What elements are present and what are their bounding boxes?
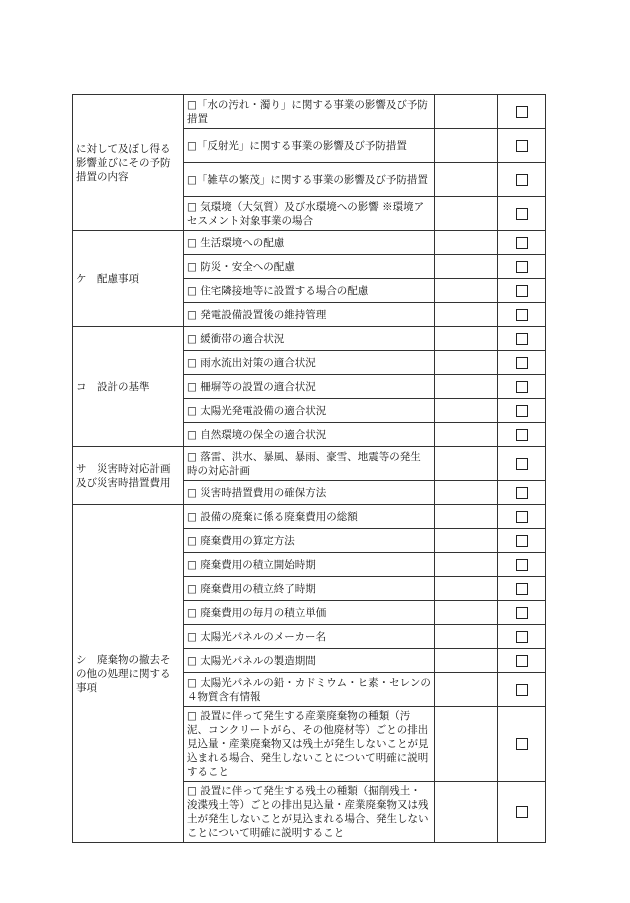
checkbox[interactable] [516, 261, 528, 273]
checkbox[interactable] [516, 285, 528, 297]
check-cell[interactable] [498, 129, 546, 163]
item-cost-method: □ 廃棄費用の算定方法 [184, 529, 435, 553]
check-cell[interactable] [498, 351, 546, 375]
checkbox[interactable] [516, 655, 528, 667]
item-surplus-soil: □ 設置に伴って発生する残土の種類（掘削残土・浚渫残土等）ごとの排出見込量・産業廃棄物又は残土が発生しないことが見込まれる場合、発生しないことについて明確に説明すること [184, 782, 435, 843]
blank-cell [435, 601, 498, 625]
checkbox[interactable] [516, 511, 528, 523]
checkbox[interactable] [516, 405, 528, 417]
item-disaster-safety: □ 防災・安全への配慮 [184, 255, 435, 279]
item-solar-equipment: □ 太陽光発電設備の適合状況 [184, 399, 435, 423]
check-cell[interactable] [498, 577, 546, 601]
check-cell[interactable] [498, 423, 546, 447]
checkbox[interactable] [516, 631, 528, 643]
check-cell[interactable] [498, 95, 546, 129]
blank-cell [435, 447, 498, 481]
category-waste-disposal: シ 廃棄物の撤去その他の処理に関する事項 [73, 505, 184, 843]
checkbox[interactable] [516, 429, 528, 441]
check-cell[interactable] [498, 481, 546, 505]
blank-cell [435, 279, 498, 303]
item-disaster-plan: □ 落雷、洪水、暴風、暴雨、豪雪、地震等の発生時の対応計画 [184, 447, 435, 481]
checklist-table [72, 94, 546, 843]
item-air-water: □ 気環境（大気質）及び水環境への影響 ※環境アセスメント対象事業の場合 [184, 197, 435, 231]
check-cell[interactable] [498, 197, 546, 231]
blank-cell [435, 197, 498, 231]
check-cell[interactable] [498, 707, 546, 782]
item-hazardous-substances: □ 太陽光パネルの鉛・カドミウム・ヒ素・セレンの４物質含有情報 [184, 673, 435, 707]
checkbox[interactable] [516, 309, 528, 321]
blank-cell [435, 303, 498, 327]
checkbox[interactable] [516, 535, 528, 547]
blank-cell [435, 129, 498, 163]
category-effects: に対して及ぼし得る影響並びにその予防措置の内容 [73, 95, 184, 231]
check-cell[interactable] [498, 673, 546, 707]
check-cell[interactable] [498, 601, 546, 625]
checkbox[interactable] [516, 607, 528, 619]
checkbox[interactable] [516, 208, 528, 220]
blank-cell [435, 505, 498, 529]
item-monthly-unit: □ 廃棄費用の毎月の積立単価 [184, 601, 435, 625]
item-panel-maker: □ 太陽光パネルのメーカー名 [184, 625, 435, 649]
checkbox[interactable] [516, 684, 528, 696]
item-buffer-zone: □ 緩衝帯の適合状況 [184, 327, 435, 351]
checkbox[interactable] [516, 487, 528, 499]
item-weeds: □「雑草の繁茂」に関する事業の影響及び予防措置 [184, 163, 435, 197]
blank-cell [435, 231, 498, 255]
check-cell[interactable] [498, 399, 546, 423]
item-maintenance: □ 発電設備設置後の維持管理 [184, 303, 435, 327]
blank-cell [435, 327, 498, 351]
checkbox[interactable] [516, 106, 528, 118]
checkbox[interactable] [516, 174, 528, 186]
category-disaster-response: サ 災害時対応計画及び災害時措置費用 [73, 447, 184, 505]
item-fence: □ 柵塀等の設置の適合状況 [184, 375, 435, 399]
blank-cell [435, 95, 498, 129]
blank-cell [435, 423, 498, 447]
blank-cell [435, 782, 498, 843]
check-cell[interactable] [498, 447, 546, 481]
blank-cell [435, 553, 498, 577]
blank-cell [435, 707, 498, 782]
item-reflected-light: □「反射光」に関する事業の影響及び予防措置 [184, 129, 435, 163]
blank-cell [435, 649, 498, 673]
check-cell[interactable] [498, 553, 546, 577]
checkbox[interactable] [516, 806, 528, 818]
blank-cell [435, 673, 498, 707]
check-cell[interactable] [498, 279, 546, 303]
blank-cell [435, 351, 498, 375]
item-living-env: □ 生活環境への配慮 [184, 231, 435, 255]
blank-cell [435, 529, 498, 553]
item-disaster-cost: □ 災害時措置費用の確保方法 [184, 481, 435, 505]
blank-cell [435, 625, 498, 649]
check-cell[interactable] [498, 231, 546, 255]
item-disposal-total: □ 設備の廃棄に係る廃棄費用の総額 [184, 505, 435, 529]
checkbox[interactable] [516, 357, 528, 369]
item-water-pollution: □「水の汚れ・濁り」に関する事業の影響及び予防措置 [184, 95, 435, 129]
item-rainwater: □ 雨水流出対策の適合状況 [184, 351, 435, 375]
item-panel-period: □ 太陽光パネルの製造期間 [184, 649, 435, 673]
check-cell[interactable] [498, 782, 546, 843]
blank-cell [435, 375, 498, 399]
checkbox[interactable] [516, 140, 528, 152]
checkbox[interactable] [516, 381, 528, 393]
check-cell[interactable] [498, 625, 546, 649]
check-cell[interactable] [498, 327, 546, 351]
check-cell[interactable] [498, 529, 546, 553]
check-cell[interactable] [498, 163, 546, 197]
blank-cell [435, 399, 498, 423]
item-industrial-waste: □ 設置に伴って発生する産業廃棄物の種類（汚泥、コンクリートがら、その他廃材等）ごとの排出見込量・産業廃棄物又は残土が発生しないことが見込まれる場合、発生しないことについて明確に説明すること [184, 707, 435, 782]
checkbox[interactable] [516, 559, 528, 571]
item-reserve-start: □ 廃棄費用の積立開始時期 [184, 553, 435, 577]
blank-cell [435, 255, 498, 279]
checkbox[interactable] [516, 738, 528, 750]
checkbox[interactable] [516, 583, 528, 595]
check-cell[interactable] [498, 303, 546, 327]
category-design-standards: コ 設計の基準 [73, 327, 184, 447]
item-natural-env: □ 自然環境の保全の適合状況 [184, 423, 435, 447]
item-residential: □ 住宅隣接地等に設置する場合の配慮 [184, 279, 435, 303]
check-cell[interactable] [498, 505, 546, 529]
checkbox[interactable] [516, 458, 528, 470]
checkbox[interactable] [516, 333, 528, 345]
blank-cell [435, 163, 498, 197]
category-considerations: ケ 配慮事項 [73, 231, 184, 327]
checkbox[interactable] [516, 237, 528, 249]
check-cell[interactable] [498, 649, 546, 673]
check-cell[interactable] [498, 375, 546, 399]
check-cell[interactable] [498, 255, 546, 279]
blank-cell [435, 481, 498, 505]
blank-cell [435, 577, 498, 601]
item-reserve-end: □ 廃棄費用の積立終了時期 [184, 577, 435, 601]
